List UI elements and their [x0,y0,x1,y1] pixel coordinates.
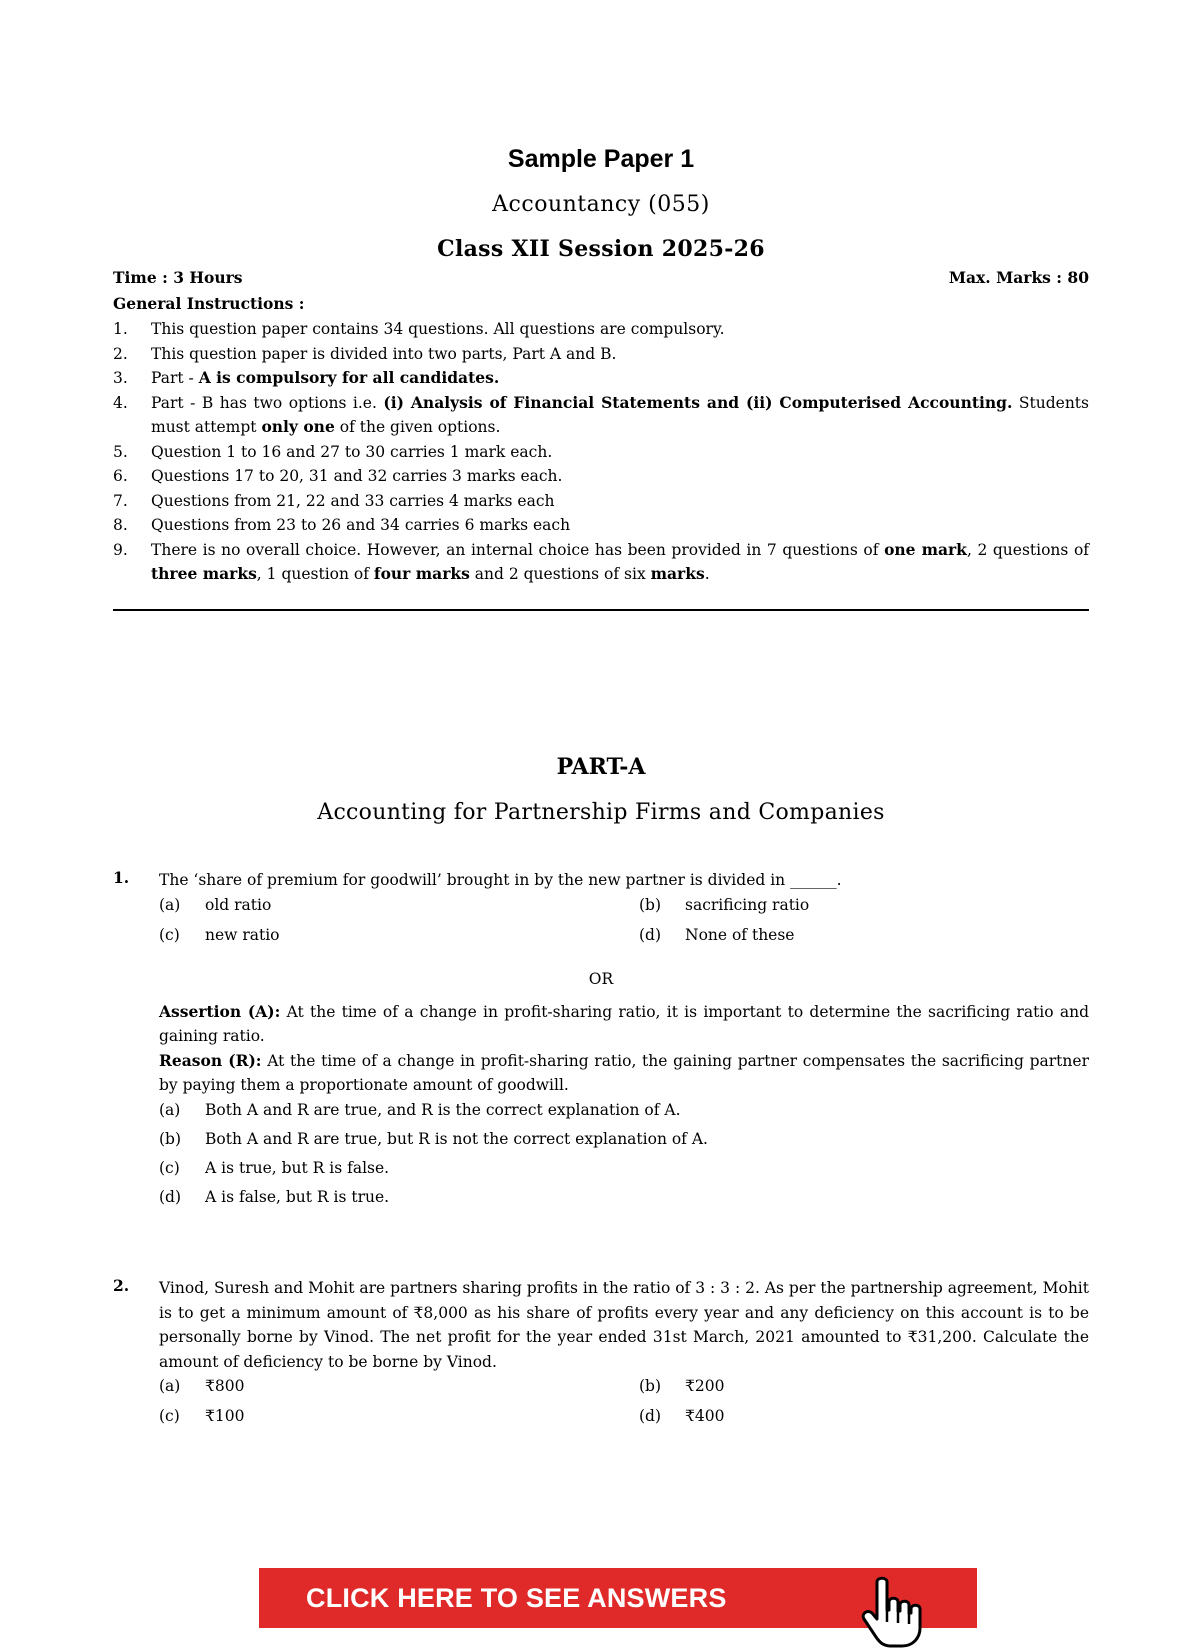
instruction-item: 6. Questions 17 to 20, 31 and 32 carries 3 marks each. [113,467,563,485]
pointing-hand-icon [855,1576,935,1650]
paper-title: Sample Paper 1 [507,145,695,173]
instruction-item: 4. Part - B has two options i.e. (i) Analysis of Financial Statements and (ii) Computerised Accounting. Students must attempt only one of the given options. [113,392,1089,436]
instruction-item: 8. Questions from 23 to 26 and 34 carries 6 marks each [113,516,571,534]
time-label: Time : 3 Hours [113,268,243,287]
assertion-text: Assertion (A): At the time of a change in profit-sharing ratio, it is important to determine the sacrificing ratio and gaining ratio. [159,1001,1089,1045]
option-d: (d) None of these [639,925,795,944]
option-b: (b) ₹200 [639,1377,725,1395]
option-d: (d) ₹400 [639,1407,725,1425]
option-a: (a) old ratio [159,895,272,914]
options-grid [159,893,1089,948]
ar-option-c: (c) A is true, but R is false. [159,1158,390,1177]
instruction-item: 2. This question paper is divided into two parts, Part A and B. [113,344,617,363]
option-a: (a) ₹800 [159,1377,245,1395]
instruction-item: 5. Question 1 to 16 and 27 to 30 carries 1 mark each. [113,442,553,461]
question-1 [113,868,1089,1214]
options-grid [159,1374,1089,1429]
question-number: 1. [113,868,130,887]
part-subtitle: Accounting for Partnership Firms and Companies [317,800,885,825]
instructions-list [113,317,1089,587]
option-b: (b) sacrificing ratio [639,895,810,914]
option-c: (c) new ratio [159,925,280,944]
meta-row [113,268,1089,287]
ar-option-a: (a) Both A and R are true, and R is the correct explanation of A. [159,1100,681,1119]
or-separator: OR [588,969,614,988]
question-text: The ‘share of premium for goodwill’ brought in by the new partner is divided in ______. [159,871,842,889]
section-divider [113,609,1089,611]
instruction-item: 1. This question paper contains 34 questions. All questions are compulsory. [113,320,725,338]
max-marks-label: Max. Marks : 80 [948,268,1089,287]
assertion-reason-options [159,1098,1089,1210]
instruction-item: 7. Questions from 21, 22 and 33 carries 4 marks each [113,491,555,510]
instructions-heading: General Instructions : [113,294,305,313]
option-c: (c) ₹100 [159,1407,245,1425]
ar-option-b: (b) Both A and R are true, but R is not the correct explanation of A. [159,1129,708,1148]
session-title: Class XII Session 2025-26 [437,236,765,262]
instruction-item: 3. Part - A is compulsory for all candidates. [113,368,500,387]
question-2 [113,1276,1089,1429]
part-title: PART-A [556,754,646,780]
see-answers-label: CLICK HERE TO SEE ANSWERS [306,1582,727,1613]
subject-title: Accountancy (055) [492,192,710,217]
instruction-item: 9. There is no overall choice. However, an internal choice has been provided in 7 questions of one mark, 2 questions of three marks, 1 question of four marks and 2 questions of six marks. [113,539,1090,583]
reason-text: Reason (R): At the time of a change in profit-sharing ratio, the gaining partner compensates the sacrificing partner by paying them a proportionate amount of goodwill. [159,1050,1089,1094]
ar-option-d: (d) A is false, but R is true. [159,1187,390,1206]
question-number: 2. [113,1276,130,1295]
question-text: Vinod, Suresh and Mohit are partners sharing profits in the ratio of 3 : 3 : 2. As per the partnership agreement, Mohit is to get a minimum amount of ₹8,000 as his share of profits every year and any deficiency on this account is to be personally borne by Vinod. The net profit for the year ended 31st March, 2021 amounted to ₹31,200. Calculate the amount of deficiency to be borne by Vinod. [159,1279,1089,1371]
